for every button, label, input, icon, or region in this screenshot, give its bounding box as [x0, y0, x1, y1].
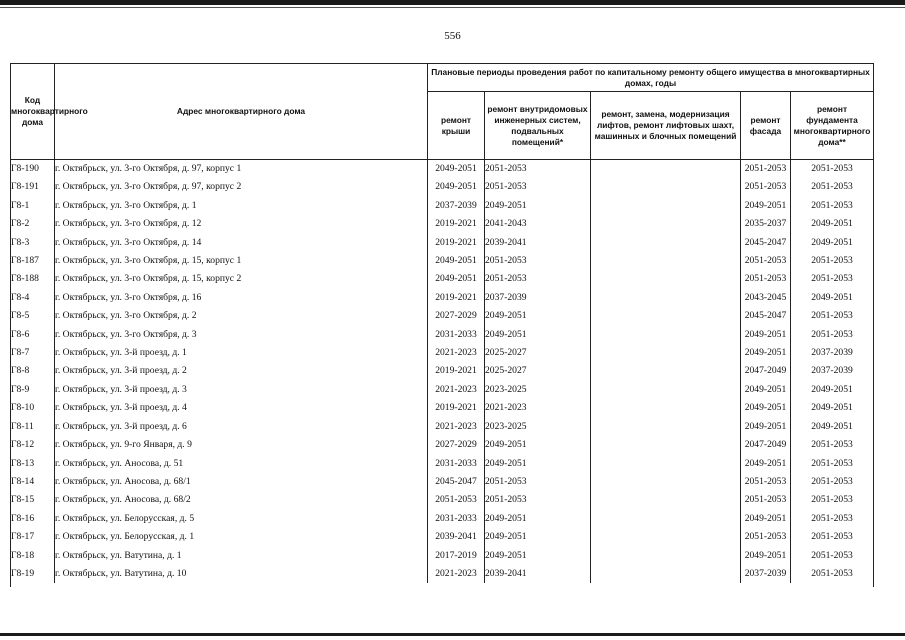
- cell-facade: 2049-2051: [741, 197, 791, 215]
- header-systems: ремонт внутридомовых инженерных систем, подвальных помещений*: [485, 92, 591, 160]
- cell-lifts: [591, 565, 741, 583]
- table-row: [11, 270, 874, 288]
- cell-address: г. Октябрьск, ул. 3-го Октября, д. 15, корпус 1: [55, 252, 428, 270]
- table-row: [11, 160, 874, 179]
- cell-systems: 2051-2053: [485, 252, 591, 270]
- cell-code: Г8-3: [11, 234, 55, 252]
- cell-address: г. Октябрьск, ул. Ватутина, д. 10: [55, 565, 428, 583]
- cell-lifts: [591, 528, 741, 546]
- cell-code: Г8-10: [11, 399, 55, 417]
- cell-address: г. Октябрьск, ул. 3-го Октября, д. 12: [55, 215, 428, 233]
- cell-code: Г8-6: [11, 326, 55, 344]
- cell-address: г. Октябрьск, ул. Аносова, д. 68/1: [55, 473, 428, 491]
- cell-systems: 2039-2041: [485, 234, 591, 252]
- cell-facade: 2049-2051: [741, 399, 791, 417]
- cell-facade: 2049-2051: [741, 455, 791, 473]
- table-row: [11, 234, 874, 252]
- cell-code: Г8-18: [11, 547, 55, 565]
- cell-foundation: 2051-2053: [791, 326, 874, 344]
- cell-foundation: 2049-2051: [791, 215, 874, 233]
- cell-roof: 2031-2033: [428, 326, 485, 344]
- cell-foundation: 2049-2051: [791, 399, 874, 417]
- cell-foundation: 2051-2053: [791, 178, 874, 196]
- table-row: [11, 399, 874, 417]
- cell-systems: 2023-2025: [485, 418, 591, 436]
- cell-address: г. Октябрьск, ул. Ватутина, д. 1: [55, 547, 428, 565]
- cell-roof: 2031-2033: [428, 510, 485, 528]
- cell-roof: 2019-2021: [428, 289, 485, 307]
- cell-lifts: [591, 455, 741, 473]
- cell-foundation: 2037-2039: [791, 362, 874, 380]
- header-foundation: ремонт фундамента многоквартирного дома**: [791, 92, 874, 160]
- cell-address: г. Октябрьск, ул. 3-го Октября, д. 16: [55, 289, 428, 307]
- cell-roof: 2049-2051: [428, 270, 485, 288]
- header-code: Код многоквартирного дома: [11, 64, 55, 160]
- cell-lifts: [591, 307, 741, 325]
- cell-code: Г8-187: [11, 252, 55, 270]
- cell-systems: 2025-2027: [485, 344, 591, 362]
- cell-roof: 2039-2041: [428, 528, 485, 546]
- cell-foundation: 2049-2051: [791, 289, 874, 307]
- cell-code: Г8-8: [11, 362, 55, 380]
- header-address: Адрес многоквартирного дома: [55, 64, 428, 160]
- cell-code: Г8-190: [11, 160, 55, 179]
- cell-facade: 2047-2049: [741, 436, 791, 454]
- cell-lifts: [591, 362, 741, 380]
- table-row: [11, 473, 874, 491]
- table-row: [11, 491, 874, 509]
- cell-foundation: 2051-2053: [791, 491, 874, 509]
- cell-lifts: [591, 160, 741, 179]
- cell-lifts: [591, 510, 741, 528]
- cell-roof: 2051-2053: [428, 491, 485, 509]
- header-roof: ремонт крыши: [428, 92, 485, 160]
- cell-systems: 2049-2051: [485, 197, 591, 215]
- cell-foundation: 2051-2053: [791, 197, 874, 215]
- table-row: [11, 197, 874, 215]
- cell-systems: 2025-2027: [485, 362, 591, 380]
- cell-lifts: [591, 399, 741, 417]
- cell-code: Г8-17: [11, 528, 55, 546]
- cell-foundation: 2037-2039: [791, 344, 874, 362]
- cell-roof: 2019-2021: [428, 215, 485, 233]
- cell-systems: 2039-2041: [485, 565, 591, 583]
- bottom-border-rule: [0, 633, 905, 636]
- top-border-rule: [0, 0, 905, 5]
- cell-roof: 2027-2029: [428, 436, 485, 454]
- cell-lifts: [591, 252, 741, 270]
- cell-address: г. Октябрьск, ул. Аносова, д. 51: [55, 455, 428, 473]
- cell-systems: 2051-2053: [485, 178, 591, 196]
- cell-systems: 2037-2039: [485, 289, 591, 307]
- cell-systems: 2021-2023: [485, 399, 591, 417]
- cell-foundation: 2051-2053: [791, 528, 874, 546]
- cell-roof: 2049-2051: [428, 178, 485, 196]
- cell-systems: 2051-2053: [485, 160, 591, 179]
- cell-address: г. Октябрьск, ул. 3-й проезд, д. 2: [55, 362, 428, 380]
- cell-foundation: 2051-2053: [791, 510, 874, 528]
- cell-address: г. Октябрьск, ул. 3-й проезд, д. 6: [55, 418, 428, 436]
- cell-code: Г8-188: [11, 270, 55, 288]
- cell-roof: 2037-2039: [428, 197, 485, 215]
- cell-systems: 2049-2051: [485, 326, 591, 344]
- cell-code: Г8-2: [11, 215, 55, 233]
- cell-address: г. Октябрьск, ул. Белорусская, д. 5: [55, 510, 428, 528]
- table-row: [11, 215, 874, 233]
- cell-code: Г8-9: [11, 381, 55, 399]
- cell-foundation: 2051-2053: [791, 455, 874, 473]
- cell-address: г. Октябрьск, ул. 3-го Октября, д. 3: [55, 326, 428, 344]
- cell-facade: 2051-2053: [741, 252, 791, 270]
- table-row: [11, 326, 874, 344]
- table-row: [11, 528, 874, 546]
- cell-facade: 2049-2051: [741, 344, 791, 362]
- table-body: [11, 160, 874, 584]
- table-row: [11, 362, 874, 380]
- cell-code: Г8-15: [11, 491, 55, 509]
- cell-lifts: [591, 197, 741, 215]
- cell-roof: 2021-2023: [428, 418, 485, 436]
- cell-address: г. Октябрьск, ул. 3-го Октября, д. 97, корпус 1: [55, 160, 428, 179]
- cell-systems: 2049-2051: [485, 528, 591, 546]
- cell-facade: 2049-2051: [741, 547, 791, 565]
- cell-address: г. Октябрьск, ул. Белорусская, д. 1: [55, 528, 428, 546]
- cell-address: г. Октябрьск, ул. 3-й проезд, д. 3: [55, 381, 428, 399]
- cell-facade: 2037-2039: [741, 565, 791, 583]
- cell-facade: 2051-2053: [741, 491, 791, 509]
- cell-facade: 2045-2047: [741, 307, 791, 325]
- cell-lifts: [591, 547, 741, 565]
- cell-address: г. Октябрьск, ул. 3-й проезд, д. 4: [55, 399, 428, 417]
- cell-foundation: 2051-2053: [791, 307, 874, 325]
- header-periods-title: Плановые периоды проведения работ по капитальному ремонту общего имущества в многоквартирных домах, годы: [428, 64, 874, 92]
- table-row: [11, 565, 874, 583]
- cell-address: г. Октябрьск, ул. 3-го Октября, д. 15, корпус 2: [55, 270, 428, 288]
- cell-address: г. Октябрьск, ул. 3-го Октября, д. 14: [55, 234, 428, 252]
- cell-lifts: [591, 289, 741, 307]
- cell-facade: 2049-2051: [741, 326, 791, 344]
- cell-facade: 2043-2045: [741, 289, 791, 307]
- cell-roof: 2027-2029: [428, 307, 485, 325]
- cell-address: г. Октябрьск, ул. 3-го Октября, д. 97, корпус 2: [55, 178, 428, 196]
- cell-foundation: 2049-2051: [791, 381, 874, 399]
- cell-systems: 2041-2043: [485, 215, 591, 233]
- cell-systems: 2049-2051: [485, 547, 591, 565]
- cell-address: г. Октябрьск, ул. 9-го Января, д. 9: [55, 436, 428, 454]
- cell-lifts: [591, 473, 741, 491]
- cell-code: Г8-12: [11, 436, 55, 454]
- table-row: [11, 178, 874, 196]
- cell-roof: 2021-2023: [428, 344, 485, 362]
- cell-lifts: [591, 344, 741, 362]
- page-number: 556: [444, 30, 461, 42]
- cell-facade: 2045-2047: [741, 234, 791, 252]
- table-row: [11, 344, 874, 362]
- cell-foundation: 2051-2053: [791, 252, 874, 270]
- cell-roof: 2021-2023: [428, 565, 485, 583]
- cell-facade: 2051-2053: [741, 270, 791, 288]
- cell-systems: 2049-2051: [485, 436, 591, 454]
- cell-code: Г8-11: [11, 418, 55, 436]
- cell-roof: 2017-2019: [428, 547, 485, 565]
- cell-foundation: 2051-2053: [791, 547, 874, 565]
- table-row: [11, 436, 874, 454]
- header-facade: ремонт фасада: [741, 92, 791, 160]
- cell-roof: 2049-2051: [428, 252, 485, 270]
- cell-code: Г8-1: [11, 197, 55, 215]
- cell-foundation: 2051-2053: [791, 565, 874, 583]
- cell-address: г. Октябрьск, ул. 3-й проезд, д. 1: [55, 344, 428, 362]
- cell-facade: 2035-2037: [741, 215, 791, 233]
- cell-lifts: [591, 270, 741, 288]
- cell-roof: 2019-2021: [428, 362, 485, 380]
- cell-lifts: [591, 381, 741, 399]
- cell-facade: 2049-2051: [741, 418, 791, 436]
- table-row: [11, 289, 874, 307]
- cell-roof: 2031-2033: [428, 455, 485, 473]
- cell-roof: 2019-2021: [428, 234, 485, 252]
- cell-facade: 2051-2053: [741, 473, 791, 491]
- cell-lifts: [591, 326, 741, 344]
- cell-address: г. Октябрьск, ул. 3-го Октября, д. 2: [55, 307, 428, 325]
- cell-foundation: 2051-2053: [791, 160, 874, 179]
- cell-code: Г8-5: [11, 307, 55, 325]
- cell-roof: 2019-2021: [428, 399, 485, 417]
- cell-lifts: [591, 491, 741, 509]
- cell-code: Г8-13: [11, 455, 55, 473]
- capital-repair-schedule-table: [10, 63, 874, 583]
- cell-code: Г8-4: [11, 289, 55, 307]
- table-row: [11, 455, 874, 473]
- cell-roof: 2045-2047: [428, 473, 485, 491]
- cell-facade: 2049-2051: [741, 381, 791, 399]
- table-row: [11, 510, 874, 528]
- cell-foundation: 2049-2051: [791, 418, 874, 436]
- cell-foundation: 2049-2051: [791, 234, 874, 252]
- cell-address: г. Октябрьск, ул. Аносова, д. 68/2: [55, 491, 428, 509]
- cell-facade: 2051-2053: [741, 160, 791, 179]
- table-row: [11, 381, 874, 399]
- cell-systems: 2049-2051: [485, 455, 591, 473]
- table-row: [11, 252, 874, 270]
- cell-facade: 2051-2053: [741, 178, 791, 196]
- cell-foundation: 2051-2053: [791, 436, 874, 454]
- cell-lifts: [591, 436, 741, 454]
- cell-code: Г8-16: [11, 510, 55, 528]
- table-header: [11, 64, 874, 160]
- cell-code: Г8-14: [11, 473, 55, 491]
- cell-foundation: 2051-2053: [791, 270, 874, 288]
- cell-systems: 2049-2051: [485, 510, 591, 528]
- table-row: [11, 418, 874, 436]
- table-row: [11, 547, 874, 565]
- cell-lifts: [591, 215, 741, 233]
- cell-roof: 2021-2023: [428, 381, 485, 399]
- table-right-edge: [873, 563, 874, 587]
- cell-code: Г8-7: [11, 344, 55, 362]
- cell-systems: 2023-2025: [485, 381, 591, 399]
- cell-facade: 2049-2051: [741, 510, 791, 528]
- cell-code: Г8-191: [11, 178, 55, 196]
- cell-address: г. Октябрьск, ул. 3-го Октября, д. 1: [55, 197, 428, 215]
- cell-systems: 2051-2053: [485, 270, 591, 288]
- cell-systems: 2051-2053: [485, 491, 591, 509]
- cell-foundation: 2051-2053: [791, 473, 874, 491]
- cell-systems: 2049-2051: [485, 307, 591, 325]
- cell-roof: 2049-2051: [428, 160, 485, 179]
- table-left-edge: [10, 563, 11, 587]
- table-row: [11, 307, 874, 325]
- cell-lifts: [591, 418, 741, 436]
- cell-systems: 2051-2053: [485, 473, 591, 491]
- cell-code: Г8-19: [11, 565, 55, 583]
- cell-facade: 2051-2053: [741, 528, 791, 546]
- cell-lifts: [591, 234, 741, 252]
- top-border-rule-thin: [0, 7, 905, 8]
- cell-facade: 2047-2049: [741, 362, 791, 380]
- cell-lifts: [591, 178, 741, 196]
- header-lifts: ремонт, замена, модернизация лифтов, ремонт лифтовых шахт, машинных и блочных помещений: [591, 92, 741, 160]
